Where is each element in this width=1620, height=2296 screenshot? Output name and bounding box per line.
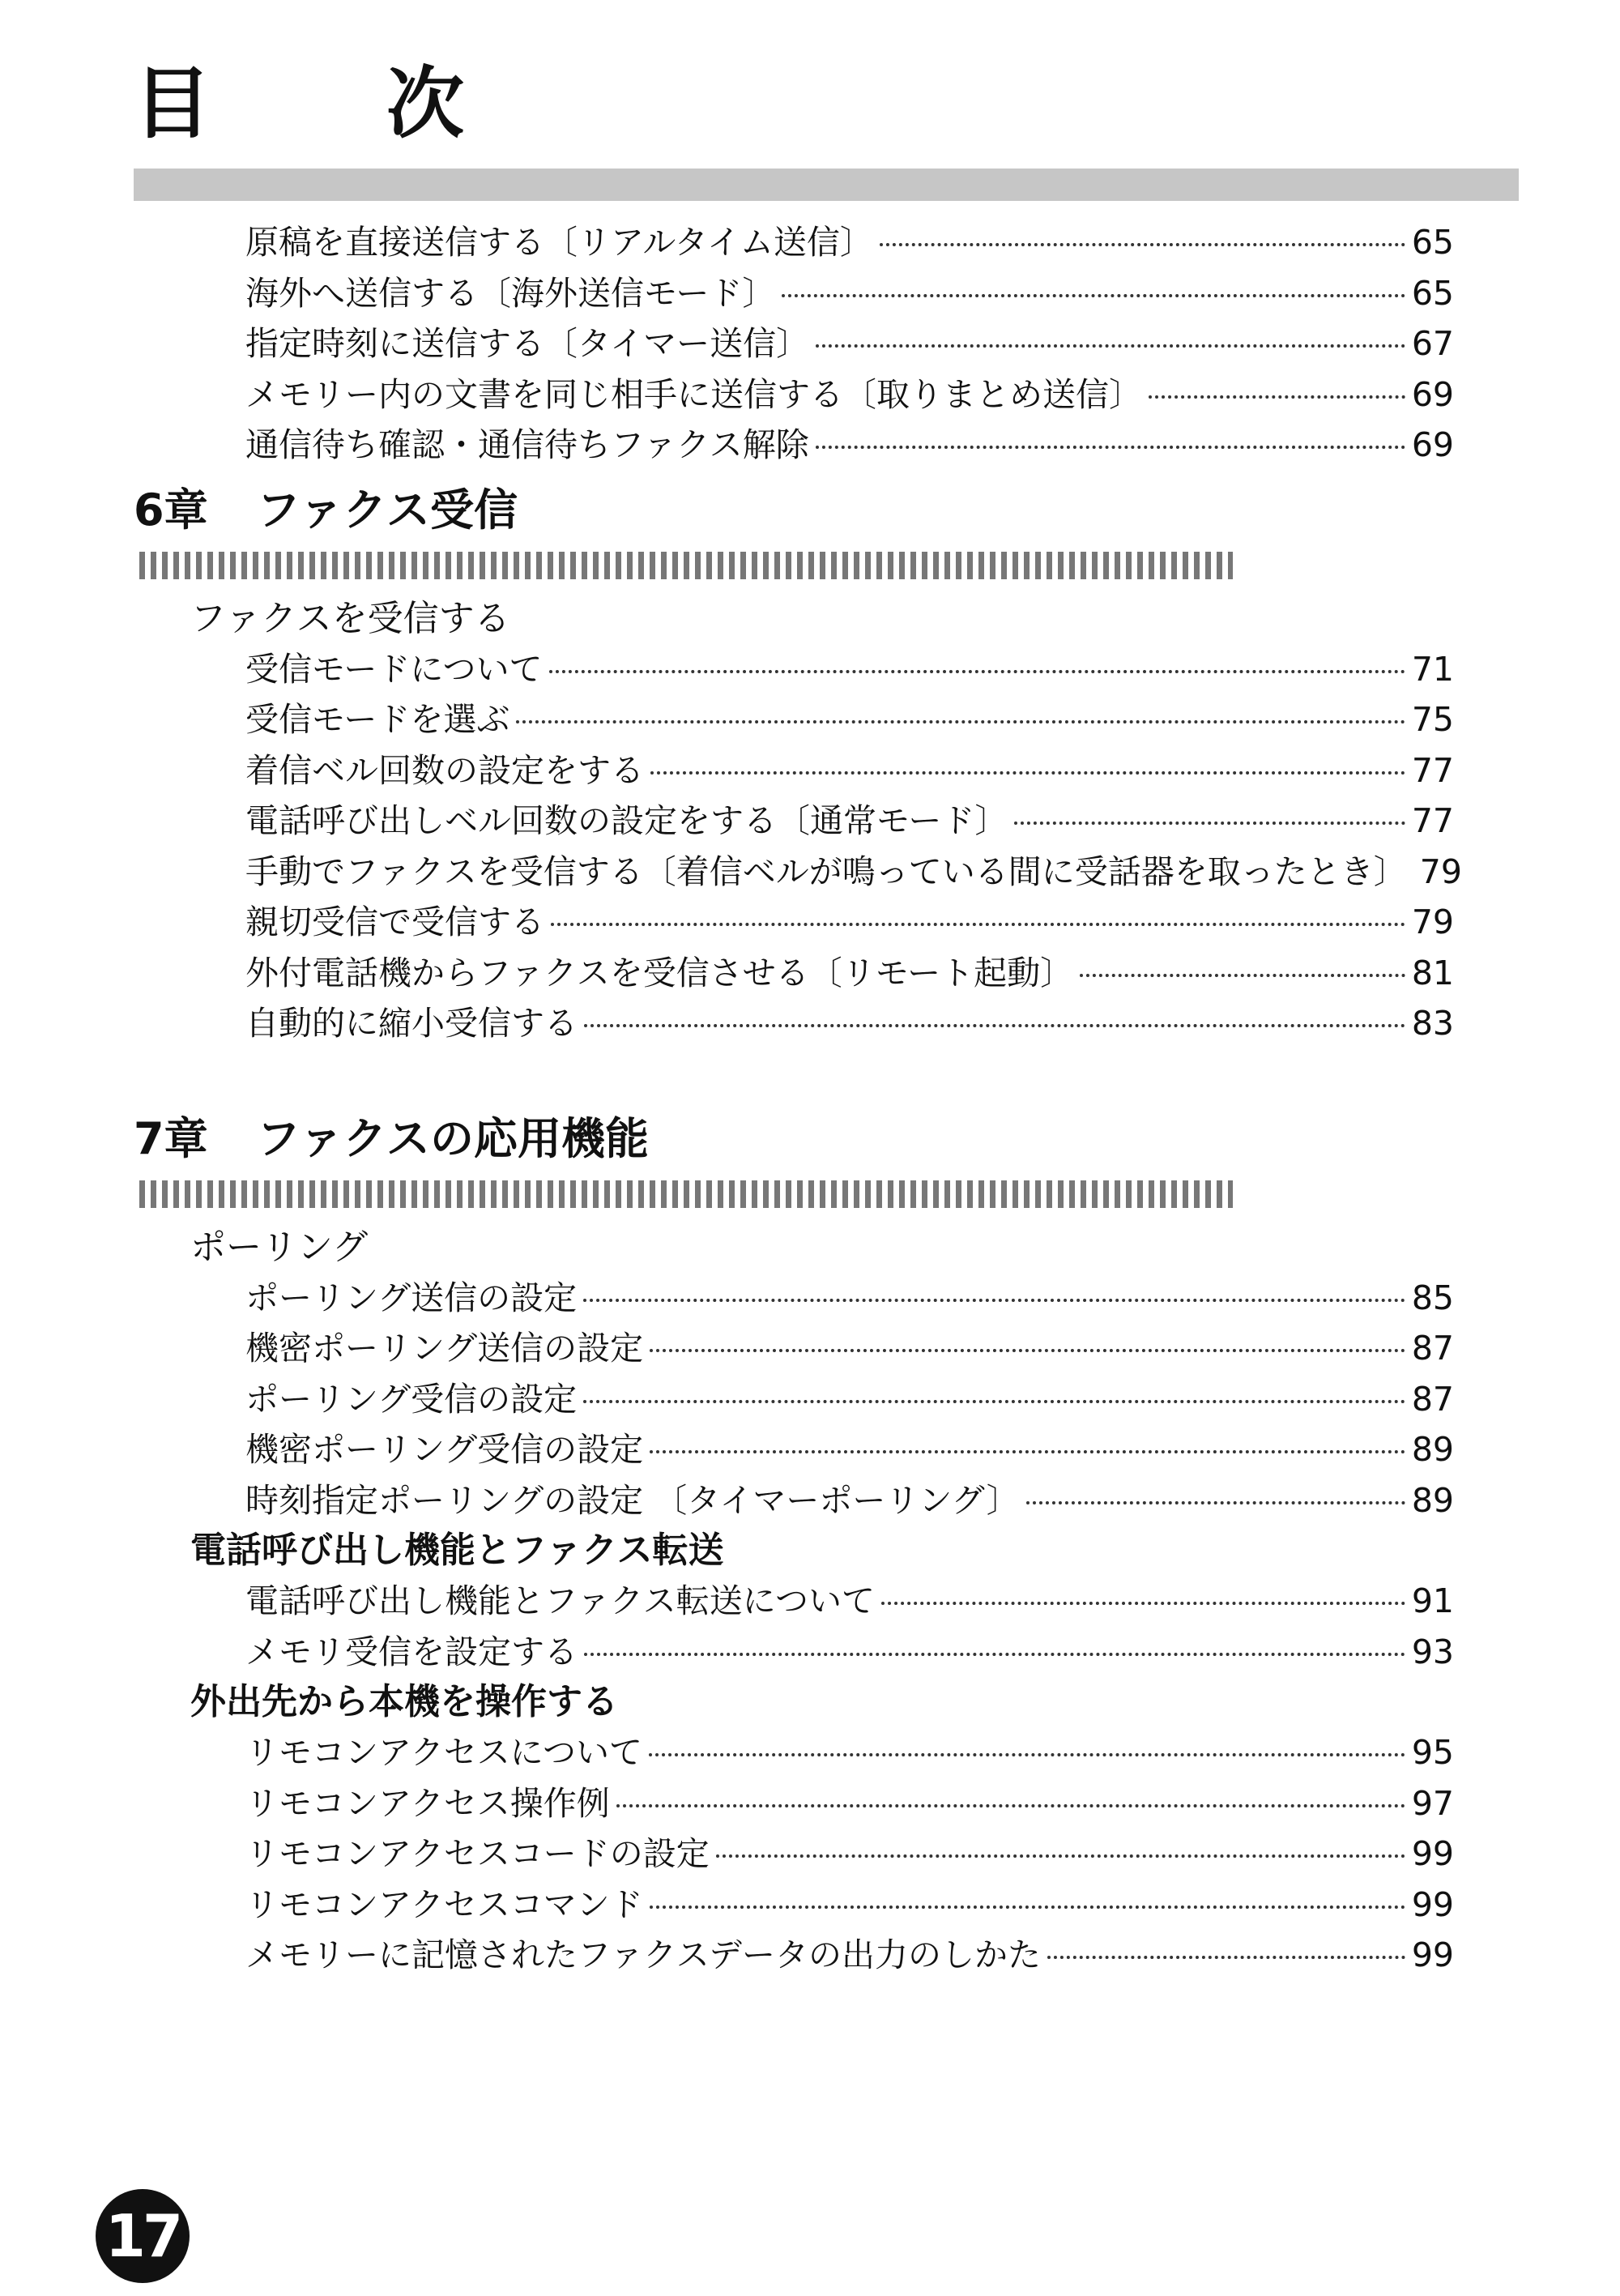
chapter-6-heading — [134, 480, 1620, 540]
dot-leader — [1026, 1500, 1405, 1504]
toc-entry-page: 99 — [1411, 1935, 1454, 1974]
toc-entry[interactable] — [245, 1627, 1454, 1678]
toc-entry-title: 受信モードについて — [245, 649, 543, 689]
page-title: 目 次 — [134, 58, 513, 149]
dot-leader — [816, 344, 1405, 348]
toc-entry-title: 時刻指定ポーリングの設定 〔タイマーポーリング〕 — [245, 1480, 1020, 1520]
toc-entry-page: 77 — [1411, 801, 1454, 840]
dot-leader — [551, 922, 1405, 926]
toc-entry[interactable] — [245, 1374, 1454, 1425]
toc-entry[interactable] — [245, 369, 1454, 420]
toc-entry[interactable] — [245, 420, 1454, 471]
toc-entry-title: 原稿を直接送信する〔リアルタイム送信〕 — [245, 223, 873, 262]
toc-entry-page: 95 — [1411, 1733, 1454, 1772]
toc-entry[interactable] — [245, 1829, 1454, 1880]
title-underline-bar — [134, 169, 1519, 201]
dot-leader — [650, 1449, 1405, 1453]
toc-entry[interactable] — [245, 1475, 1454, 1526]
toc-entry-page: 77 — [1411, 750, 1454, 790]
toc-entry[interactable] — [245, 796, 1454, 847]
toc-entry-title: メモリー内の文書を同じ相手に送信する〔取りまとめ送信〕 — [245, 374, 1142, 414]
dot-leader — [616, 1803, 1405, 1807]
dot-leader — [1014, 821, 1405, 825]
toc-entry-page: 91 — [1411, 1581, 1454, 1620]
dot-leader — [782, 293, 1405, 297]
chapter-number: 6章 — [134, 484, 208, 536]
toc-entry[interactable] — [245, 948, 1454, 999]
dot-leader — [584, 1652, 1405, 1656]
toc-entry-title: 手動でファクスを受信する〔着信ベルが鳴っている間に受話器を取ったとき〕 — [245, 851, 1407, 891]
toc-entry-page: 69 — [1411, 425, 1454, 464]
page-number-badge: 17 — [96, 2189, 190, 2283]
section-heading: 電話呼び出し機能とファクス転送 — [190, 1530, 724, 1571]
toc-entry[interactable] — [245, 1778, 1454, 1829]
chapter-divider — [139, 552, 1233, 579]
toc-entry-title: メモリーに記憶されたファクスデータの出力のしかた — [245, 1935, 1041, 1974]
dot-leader — [583, 1399, 1405, 1403]
chapter-title: ファクス受信 — [256, 484, 518, 536]
toc-entry[interactable] — [245, 1576, 1454, 1627]
section-heading: ファクスを受信する — [190, 597, 510, 639]
toc-entry-page: 99 — [1411, 1834, 1454, 1873]
dot-leader — [649, 1752, 1405, 1756]
toc-entry-title: 指定時刻に送信する〔タイマー送信〕 — [245, 324, 810, 363]
toc-entry-title: 着信ベル回数の設定をする — [245, 750, 644, 790]
dot-leader — [584, 1023, 1405, 1027]
dot-leader — [1080, 973, 1405, 977]
section-heading: 外出先から本機を操作する — [190, 1681, 618, 1722]
toc-entry-title: リモコンアクセス操作例 — [245, 1783, 610, 1823]
toc-entry-title: ポーリング受信の設定 — [245, 1379, 578, 1419]
toc-entry-page: 79 — [1419, 851, 1462, 891]
toc-entry-title: 外付電話機からファクスを受信させる〔リモート起動〕 — [245, 953, 1074, 992]
dot-leader — [516, 719, 1405, 723]
toc-entry-page: 65 — [1411, 223, 1454, 262]
dot-leader — [650, 1905, 1405, 1909]
chapter-divider — [139, 1180, 1233, 1208]
toc-entry-page: 97 — [1411, 1783, 1454, 1823]
toc-entry[interactable] — [245, 694, 1454, 745]
toc-entry[interactable] — [245, 745, 1454, 796]
toc-entry-page: 89 — [1411, 1480, 1454, 1520]
toc-entry-title: 受信モードを選ぶ — [245, 700, 510, 739]
chapter-7-heading — [134, 1109, 1620, 1169]
toc-entry-title: メモリ受信を設定する — [245, 1632, 578, 1671]
toc-entry-title: 電話呼び出しベル回数の設定をする〔通常モード〕 — [245, 801, 1008, 840]
toc-entry[interactable] — [245, 1323, 1454, 1374]
toc-entry-page: 87 — [1411, 1379, 1454, 1419]
toc-entry-page: 69 — [1411, 374, 1454, 414]
dot-leader — [549, 669, 1405, 673]
dot-leader — [816, 445, 1405, 449]
dot-leader — [650, 1348, 1405, 1352]
toc-entry-page: 79 — [1411, 903, 1454, 941]
toc-entry-page: 93 — [1411, 1632, 1454, 1671]
toc-entry-page: 71 — [1411, 649, 1454, 689]
chapter-number: 7章 — [134, 1112, 208, 1164]
toc-entry-page: 67 — [1411, 324, 1454, 363]
toc-entry[interactable] — [245, 1880, 1454, 1931]
toc-entry-page: 99 — [1411, 1884, 1454, 1924]
dot-leader — [716, 1854, 1405, 1858]
toc-entry[interactable] — [245, 217, 1454, 268]
toc-entry-title: 機密ポーリング送信の設定 — [245, 1329, 644, 1368]
toc-entry-page: 75 — [1411, 700, 1454, 739]
chapter-title: ファクスの応用機能 — [256, 1112, 649, 1164]
toc-entry[interactable] — [245, 318, 1454, 369]
dot-leader — [1149, 395, 1405, 399]
toc-entry[interactable] — [245, 998, 1454, 1049]
toc-entry[interactable] — [245, 1273, 1454, 1324]
toc-entry-page: 83 — [1411, 1004, 1454, 1043]
toc-entry-page: 89 — [1411, 1430, 1454, 1469]
dot-leader — [583, 1298, 1405, 1302]
dot-leader — [880, 242, 1405, 246]
toc-entry-page: 85 — [1411, 1278, 1454, 1317]
toc-content — [0, 217, 1620, 1981]
toc-entry[interactable] — [245, 644, 1454, 695]
toc-entry-title: リモコンアクセスコマンド — [245, 1884, 643, 1924]
toc-entry[interactable] — [245, 897, 1454, 948]
toc-entry-title: 機密ポーリング受信の設定 — [245, 1430, 644, 1469]
toc-entry[interactable] — [245, 268, 1454, 319]
toc-entry-title: リモコンアクセスコードの設定 — [245, 1834, 710, 1873]
dot-leader — [881, 1601, 1405, 1605]
toc-entry-page: 65 — [1411, 273, 1454, 313]
toc-entry-title: 自動的に縮小受信する — [245, 1004, 578, 1043]
toc-entry-title: 海外へ送信する〔海外送信モード〕 — [245, 273, 776, 313]
toc-entry-title: リモコンアクセスについて — [245, 1733, 642, 1772]
toc-entry-title: 電話呼び出し機能とファクス転送について — [245, 1581, 875, 1620]
toc-entry[interactable] — [245, 847, 1462, 898]
section-heading: ポーリング — [190, 1226, 369, 1268]
toc-entry-title: 通信待ち確認・通信待ちファクス解除 — [245, 425, 809, 464]
toc-entry[interactable] — [245, 1424, 1454, 1475]
dot-leader — [1047, 1955, 1405, 1959]
toc-entry[interactable] — [245, 1727, 1454, 1778]
spacer — [0, 1049, 1620, 1099]
toc-entry-page: 87 — [1411, 1329, 1454, 1368]
toc-entry[interactable] — [245, 1930, 1454, 1981]
toc-entry-title: ポーリング送信の設定 — [245, 1278, 578, 1317]
dot-leader — [650, 770, 1405, 775]
toc-entry-page: 81 — [1411, 953, 1454, 992]
toc-entry-title: 親切受信で受信する — [245, 903, 544, 941]
